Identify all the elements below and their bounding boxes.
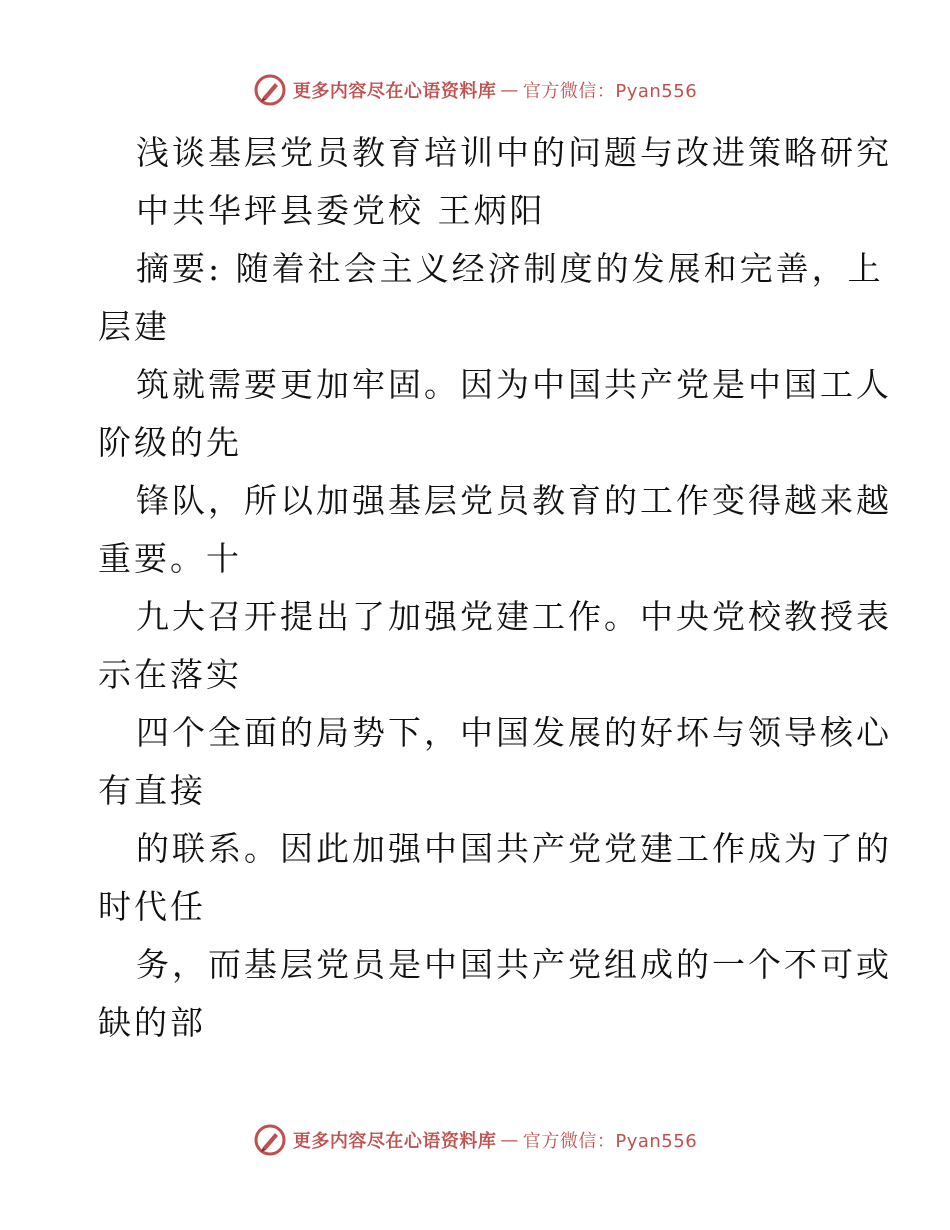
- pen-logo-icon: [253, 73, 287, 107]
- text-line: 九大召开提出了加强党建工作。中央党校教授表: [136, 597, 892, 636]
- document-author: 中共华坪县委党校 王炳阳: [136, 191, 546, 230]
- text-line: 摘要: 随着社会主义经济制度的发展和完善，上: [136, 249, 884, 288]
- banner-text: 更多内容尽在心语资料库: [292, 1131, 497, 1152]
- text-line: 层建: [98, 307, 170, 346]
- header-banner: [0, 70, 950, 110]
- banner-wechat: 官方微信：Pyan556: [522, 1131, 698, 1152]
- banner-separator: —: [500, 79, 519, 101]
- banner-separator: —: [500, 1129, 519, 1151]
- document-title: 浅谈基层党员教育培训中的问题与改进策略研究: [136, 133, 892, 172]
- text-line: 重要。十: [98, 539, 242, 578]
- banner-wechat: 官方微信：Pyan556: [522, 81, 698, 102]
- text-line: 的联系。因此加强中国共产党党建工作成为了的: [136, 829, 892, 868]
- text-line: 有直接: [98, 771, 206, 810]
- banner-text: 更多内容尽在心语资料库: [292, 81, 497, 102]
- text-line: 缺的部: [98, 1003, 206, 1042]
- footer-banner: [0, 1120, 950, 1160]
- text-line: 四个全面的局势下，中国发展的好坏与领导核心: [136, 713, 892, 752]
- pen-logo-icon: [253, 1123, 287, 1157]
- text-line: 筑就需要更加牢固。因为中国共产党是中国工人: [136, 365, 892, 404]
- document-body: [0, 124, 950, 1052]
- text-line: 阶级的先: [98, 423, 242, 462]
- text-line: 时代任: [98, 887, 206, 926]
- text-line: 示在落实: [98, 655, 242, 694]
- text-line: 锋队，所以加强基层党员教育的工作变得越来越: [136, 481, 892, 520]
- text-line: 务，而基层党员是中国共产党组成的一个不可或: [136, 945, 892, 984]
